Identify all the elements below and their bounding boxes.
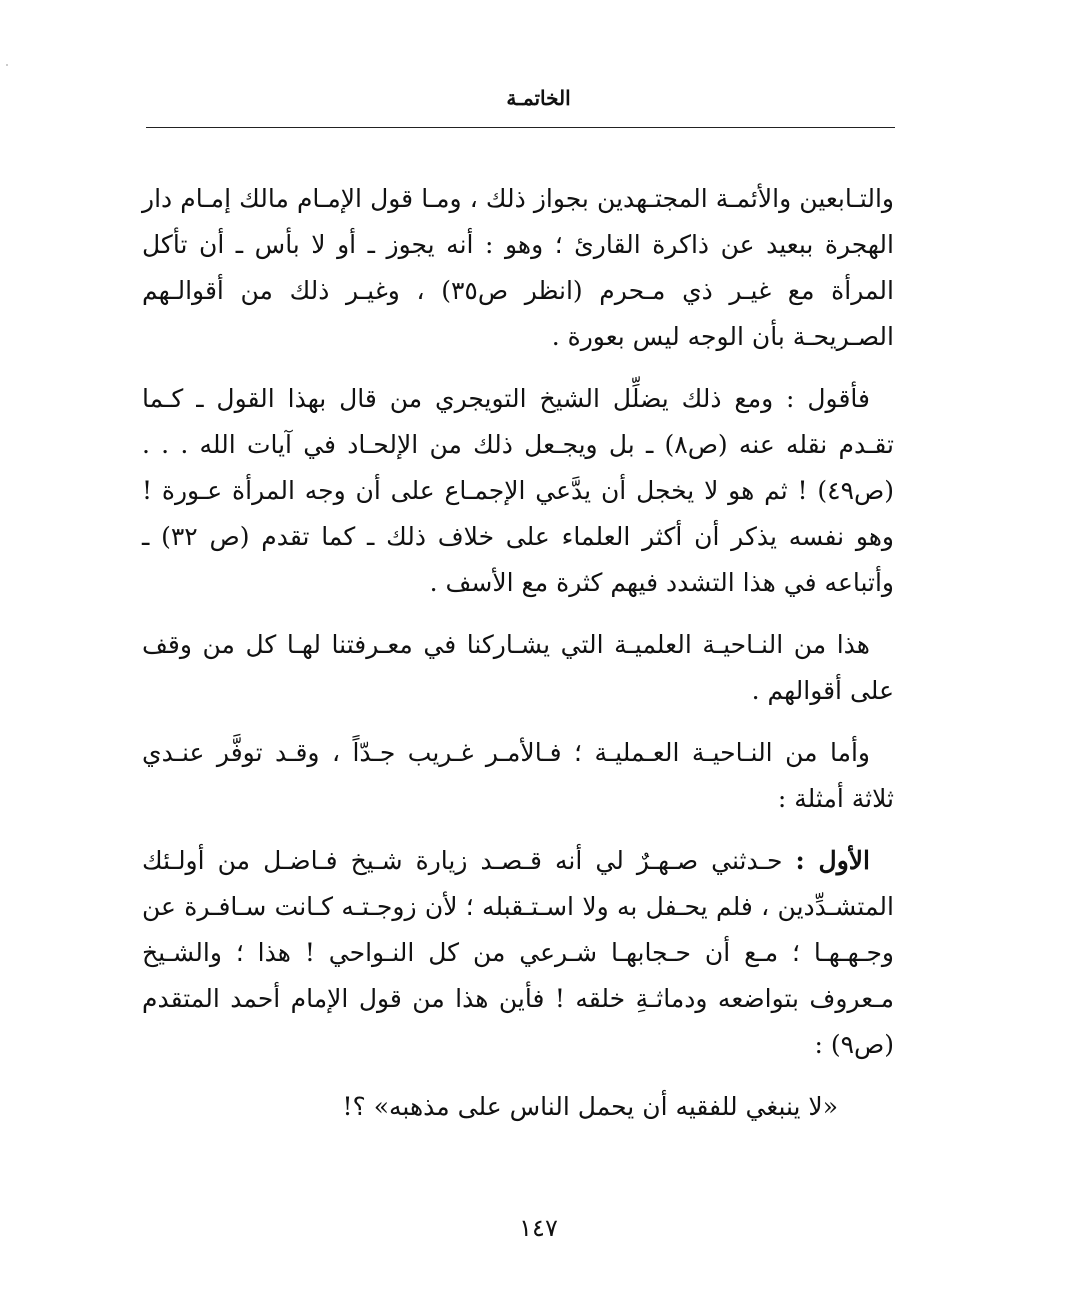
paragraph-text: فأقول : ومع ذلك يضلِّل الشيخ التويجري من قال بهذا القول ـ كـما تقـدم نقله عنه (ص٨) ـ بل ويجـعل ذلك من الإلحـاد في آيات الله . . . (ص٤٩) ! ثم هو لا يخجل أن يدَّعي الإجمـاع على أن وجه المرأة عـورة ! وهو نفسه يذكر أن أكثر العلماء على خلاف ذلك ـ كما تقدم (ص ٣٢) ـ وأتباعه في هذا التشدد فيهم كثرة مع الأسف .: [142, 384, 895, 597]
page-body: [142, 176, 894, 1130]
paragraph-4: [142, 730, 894, 822]
paragraph-text: هذا من النـاحيـة العلميـة التي يشـاركنا في معـرفتنا لهـا كل من وقف على أقوالهم .: [142, 630, 894, 705]
quoted-saying: «لا ينبغي للفقيه أن يحمل الناس على مذهبه» ؟!: [342, 1092, 838, 1121]
paragraph-text: والتـابعين والأئمـة المجتـهدين بجواز ذلك ، ومـا قول الإمـام مالك إمـام دار الهجرة ببعيد عن ذاكرة القارئ ؛ وهو : أنه يجوز ـ أو لا بأس ـ أن تأكل المرأة مع غيـر ذي مـحرم (انظر ص٣٥) ، وغيـر ذلك من أقوالـهم الصـريحـة بأن الوجه ليس بعورة .: [142, 184, 894, 351]
header-divider: [146, 127, 895, 128]
paragraph-lead-first: الأول :: [795, 846, 871, 875]
paragraph-3: [142, 622, 894, 714]
paragraph-5: [142, 838, 894, 1068]
paragraph-2: [142, 376, 894, 606]
paragraph-text: حـدثني صـهـرٌ لي أنه قـصـد زيارة شـيخ فـاضـل من أولـئك المتشـدِّدين ، فلم يحـفل به ولا اسـتـقبله ؛ لأن زوجـتـه كـانت سـافـرة عن وجـهـهـا ؛ مـع أن حـجابهـا شـرعي من كل النـواحي ! هذا ؛ والشـيخ مـعروف بتواضعه ودماثـةِ خلقه ! فأين هذا من قول الإمام أحمد المتقدم (ص٩) :: [142, 846, 894, 1059]
paragraph-1: [142, 176, 894, 360]
running-header-title: الخاتمـة: [506, 86, 571, 110]
page-number: ١٤٧: [519, 1214, 558, 1242]
page-edge-mark: [6, 64, 8, 66]
paragraph-text: وأما من النـاحيـة العـمليـة ؛ فـالأمـر غـريب جـدّاً ، وقـد توفَّر عنـدي ثلاثة أمثلة :: [142, 738, 894, 813]
